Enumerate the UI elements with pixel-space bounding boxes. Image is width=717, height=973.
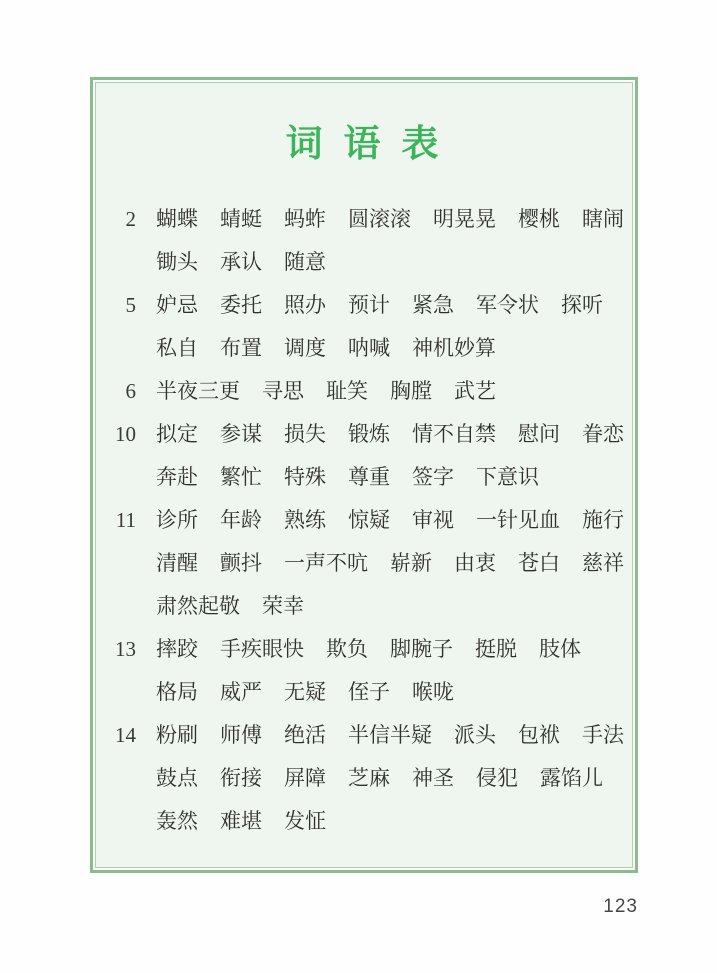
entry-line [156, 714, 624, 757]
word-list-entry [106, 284, 618, 370]
entry-lines [156, 499, 624, 628]
word: 调度 [284, 336, 326, 360]
entry-line [156, 327, 618, 370]
word: 绝活 [284, 723, 326, 747]
word: 格局 [156, 680, 198, 704]
word: 参谋 [220, 422, 262, 446]
word: 审视 [412, 508, 454, 532]
word: 委托 [220, 293, 262, 317]
word: 神机妙算 [412, 336, 496, 360]
word: 轰然 [156, 809, 198, 833]
word: 威严 [220, 680, 262, 704]
word: 惊疑 [348, 508, 390, 532]
word: 武艺 [454, 379, 496, 403]
word: 随意 [284, 250, 326, 274]
word: 布置 [220, 336, 262, 360]
word: 一声不吭 [284, 551, 368, 575]
word: 奔赴 [156, 465, 198, 489]
word-list-entry [106, 499, 624, 628]
word: 喉咙 [412, 680, 454, 704]
lesson-number: 11 [115, 508, 136, 532]
lesson-number: 2 [125, 207, 136, 231]
word: 由衷 [454, 551, 496, 575]
word: 肃然起敬 [156, 594, 240, 618]
word: 圆滚滚 [348, 207, 411, 231]
entry-lines [156, 284, 618, 370]
word: 肢体 [539, 637, 581, 661]
entry-line [156, 671, 618, 714]
word: 锄头 [156, 250, 198, 274]
entry-line [156, 499, 624, 542]
word: 呐喊 [348, 336, 390, 360]
word: 崭新 [390, 551, 432, 575]
word: 照办 [284, 293, 326, 317]
word: 荣幸 [262, 594, 304, 618]
word: 下意识 [476, 465, 539, 489]
entry-line [156, 198, 624, 241]
word: 耻笑 [326, 379, 368, 403]
word: 慰问 [518, 422, 560, 446]
word: 签字 [412, 465, 454, 489]
word: 侵犯 [476, 766, 518, 790]
lesson-number: 5 [125, 293, 136, 317]
word: 一针见血 [476, 508, 560, 532]
word: 蜻蜓 [220, 207, 262, 231]
word: 蝴蝶 [156, 207, 198, 231]
word: 妒忌 [156, 293, 198, 317]
word: 颤抖 [220, 551, 262, 575]
word: 眷恋 [582, 422, 624, 446]
lesson-number: 13 [115, 637, 136, 661]
entry-lines [156, 714, 624, 843]
entry-line [156, 800, 624, 843]
word: 包袱 [518, 723, 560, 747]
word: 衔接 [220, 766, 262, 790]
entry-lines [156, 628, 618, 714]
word-list [96, 198, 632, 843]
word: 繁忙 [220, 465, 262, 489]
word: 露馅儿 [540, 766, 603, 790]
entry-line [156, 241, 624, 284]
word: 诊所 [156, 508, 198, 532]
word: 派头 [454, 723, 496, 747]
word: 蚂蚱 [284, 207, 326, 231]
entry-line [156, 585, 624, 628]
word: 脚腕子 [390, 637, 453, 661]
word: 熟练 [284, 508, 326, 532]
word: 樱桃 [518, 207, 560, 231]
word-list-entry [106, 413, 624, 499]
word: 芝麻 [348, 766, 390, 790]
word: 手法 [582, 723, 624, 747]
word: 半信半疑 [348, 723, 432, 747]
word: 年龄 [220, 508, 262, 532]
word: 拟定 [156, 422, 198, 446]
entry-lines [156, 413, 624, 499]
word-list-entry [106, 628, 618, 714]
word: 师傅 [220, 723, 262, 747]
entry-line [156, 413, 624, 456]
word-list-entry [106, 198, 624, 284]
lesson-number: 14 [115, 723, 136, 747]
word: 施行 [582, 508, 624, 532]
page-title: 词 语 表 [285, 121, 443, 165]
word: 寻思 [262, 379, 304, 403]
word: 情不自禁 [412, 422, 496, 446]
entry-line [156, 456, 624, 499]
page-number: 123 [603, 896, 638, 917]
word: 军令状 [476, 293, 539, 317]
word: 承认 [220, 250, 262, 274]
entry-lines [156, 370, 618, 413]
wordlist-panel-inner [95, 82, 633, 868]
word: 半夜三更 [156, 379, 240, 403]
word: 难堪 [220, 809, 262, 833]
word: 损失 [284, 422, 326, 446]
word: 无疑 [284, 680, 326, 704]
word: 神圣 [412, 766, 454, 790]
word: 尊重 [348, 465, 390, 489]
word: 摔跤 [156, 637, 198, 661]
word: 屏障 [284, 766, 326, 790]
word: 发怔 [284, 809, 326, 833]
word: 紧急 [412, 293, 454, 317]
entry-line [156, 370, 618, 413]
lesson-number: 10 [115, 422, 136, 446]
word: 胸膛 [390, 379, 432, 403]
entry-line [156, 284, 618, 327]
word: 粉刷 [156, 723, 198, 747]
lesson-number: 6 [125, 379, 136, 403]
entry-line [156, 757, 624, 800]
word: 慈祥 [582, 551, 624, 575]
word: 预计 [348, 293, 390, 317]
word: 欺负 [326, 637, 368, 661]
word: 苍白 [518, 551, 560, 575]
word: 探听 [561, 293, 603, 317]
word: 鼓点 [156, 766, 198, 790]
word: 侄子 [348, 680, 390, 704]
word: 私自 [156, 336, 198, 360]
word: 明晃晃 [433, 207, 496, 231]
word-list-entry [106, 714, 624, 843]
entry-lines [156, 198, 624, 284]
entry-line [156, 628, 618, 671]
word-list-entry [106, 370, 618, 413]
word: 清醒 [156, 551, 198, 575]
word: 锻炼 [348, 422, 390, 446]
word: 挺脱 [475, 637, 517, 661]
word: 手疾眼快 [220, 637, 304, 661]
wordlist-panel [90, 77, 638, 873]
entry-line [156, 542, 624, 585]
word: 瞎闹 [582, 207, 624, 231]
word: 特殊 [284, 465, 326, 489]
